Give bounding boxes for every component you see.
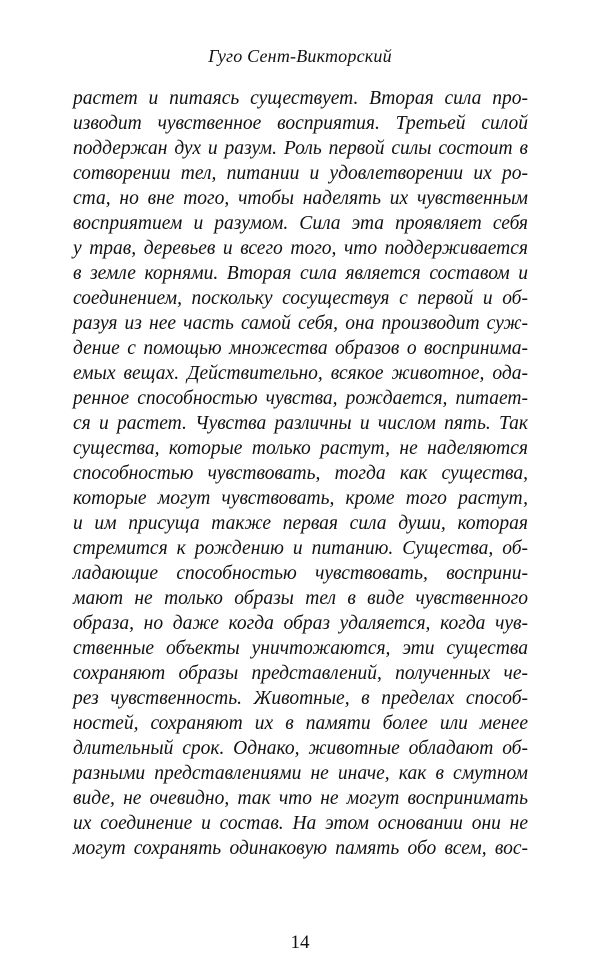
text-line: восприятием и разумом. Сила эта проявляет себя [73,213,528,234]
text-line: изводит чувственное восприятия. Третьей силой [73,113,528,134]
text-line: растет и питаясь существует. Вторая сила про- [73,88,528,109]
text-line: рез чувственность. Животные, в пределах способ- [73,688,528,709]
text-line: мают не только образы тел в виде чувственного [73,588,528,609]
body-text [73,86,528,861]
text-line: стремится к рождению и питанию. Существа, об- [73,538,528,559]
text-line: поддержан дух и разум. Роль первой силы состоит в [73,138,528,159]
text-line: ся и растет. Чувства различны и числом пять. Так [73,413,528,434]
text-line: сохраняют образы представлений, полученных че- [73,663,528,684]
running-header: Гуго Сент-Викторский [208,46,392,66]
text-line: емых вещах. Действительно, всякое животное, ода- [73,363,528,384]
text-line: могут сохранять одинаковую память обо всем, вос- [73,838,528,859]
text-line: у трав, деревьев и всего того, что поддерживается [73,238,528,259]
text-line: разными представлениями не иначе, как в смутном [73,763,528,784]
text-line: и им присуща также первая сила души, которая [73,513,528,534]
text-line: ностей, сохраняют их в памяти более или менее [73,713,528,734]
text-line: существа, которые только растут, не наделяются [73,438,528,459]
text-line: ладающие способностью чувствовать, восприни- [73,563,528,584]
text-line: образа, но даже когда образ удаляется, когда чув- [73,613,528,634]
text-line: соединением, поскольку сосуществуя с первой и об- [73,288,528,309]
text-line: разуя из нее часть самой себя, она производит суж- [73,313,528,334]
text-line: ренное способностью чувства, рождается, питает- [73,388,528,409]
text-line: которые могут чувствовать, кроме того растут, [73,488,528,509]
text-line: ста, но вне того, чтобы наделять их чувственным [73,188,528,209]
text-line: их соединение и состав. На этом основании они не [73,813,528,834]
text-line: способностью чувствовать, тогда как существа, [73,463,528,484]
text-line: виде, не очевидно, так что не могут воспринимать [73,788,528,809]
page-number: 14 [290,932,310,953]
text-line: длительный срок. Однако, животные обладают об- [73,738,528,759]
text-line: ственные объекты уничтожаются, эти существа [73,638,528,659]
text-line: дение с помощью множества образов о воспринима- [73,338,528,359]
text-line: в земле корнями. Вторая сила является составом и [73,263,528,284]
text-line: сотворении тел, питании и удовлетворении их ро- [73,163,528,184]
